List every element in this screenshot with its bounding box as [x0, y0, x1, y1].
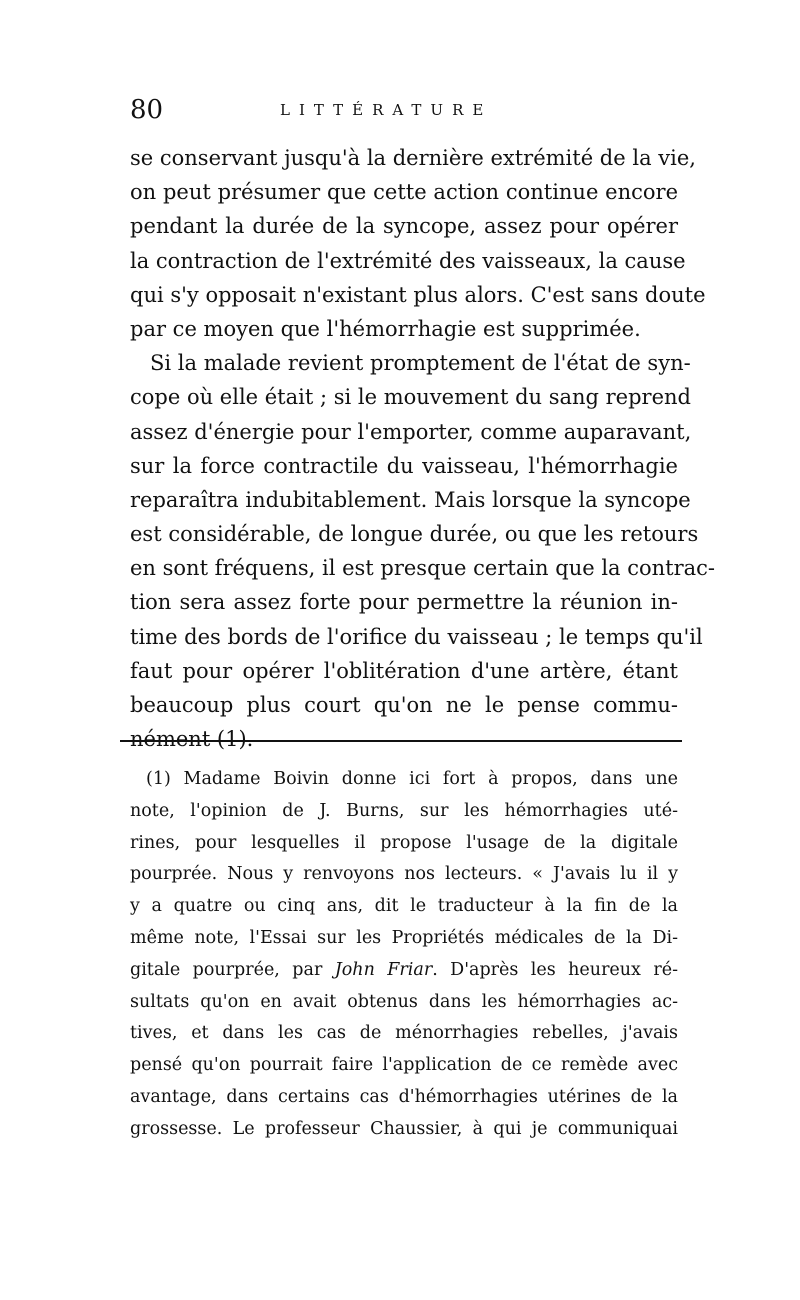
footnote-line: tives, et dans les cas de ménorrhagies rebelles, j'avais — [130, 1023, 678, 1044]
text-line: cope où elle était ; si le mouvement du sang reprend — [130, 385, 691, 410]
text-line: qui s'y opposait n'existant plus alors. C'est sans doute — [130, 282, 706, 307]
text-line: pendant la durée de la syncope, assez pour opérer — [130, 214, 678, 239]
footnote-line: sultats qu'on en avait obtenus dans les hémorrhagies ac- — [130, 991, 678, 1012]
footnote-line: même note, l'Essai sur les Propriétés médicales de la Di- — [130, 927, 678, 948]
footnote-line: (1) Madame Boivin donne ici fort à propos, dans une — [146, 769, 678, 789]
text-line: on peut présumer que cette action continue encore — [130, 180, 678, 205]
text-line: en sont fréquens, il est presque certain que la contrac- — [130, 556, 716, 581]
running-title: LITTÉRATURE — [280, 101, 493, 119]
text-line: nément (1). — [130, 727, 254, 752]
text-line: reparaîtra indubitablement. Mais lorsque la syncope — [130, 487, 691, 512]
footnote-line: note, l'opinion de J. Burns, sur les hémorrhagies uté- — [130, 800, 678, 821]
text-line: Si la malade revient promptement de l'état de syn- — [150, 351, 691, 376]
footnote-line: grossesse. Le professeur Chaussier, à qui je communiquai — [130, 1118, 678, 1139]
text-line: faut pour opérer l'oblitération d'une artère, étant — [130, 658, 678, 683]
text-line: par ce moyen que l'hémorrhagie est supprimée. — [130, 316, 641, 341]
footnote-line — [130, 955, 678, 987]
text-line: la contraction de l'extrémité des vaisseaux, la cause — [130, 248, 686, 273]
footnote-line: pourprée. Nous y renvoyons nos lecteurs. « J'avais lu il y — [130, 864, 678, 885]
running-head — [130, 90, 690, 130]
text-line: tion sera assez forte pour permettre la réunion in- — [130, 590, 678, 615]
author-name: John Friar — [334, 959, 433, 980]
footnote-line: pensé qu'on pourrait faire l'application de ce remède avec — [130, 1055, 678, 1076]
footnote-line: rines, pour lesquelles il propose l'usage de la digitale — [130, 832, 678, 853]
text-line: assez d'énergie pour l'emporter, comme auparavant, — [130, 419, 692, 444]
footnote-line: y a quatre ou cinq ans, dit le traducteur à la fin de la — [130, 896, 678, 917]
text-line: sur la force contractile du vaisseau, l'hémorrhagie — [130, 453, 678, 478]
main-text — [130, 141, 716, 756]
footnote-line-end: . D'après les heureux ré- — [432, 959, 678, 980]
footnote — [130, 764, 678, 1146]
text-line: est considérable, de longue durée, ou que les retours — [130, 522, 699, 547]
text-line: se conservant jusqu'à la dernière extrémité de la vie, — [130, 146, 696, 170]
footnote-line: avantage, dans certains cas d'hémorrhagies utérines de la — [130, 1086, 678, 1107]
footnote-rule — [120, 740, 682, 742]
text-line: time des bords de l'orifice du vaisseau ; le temps qu'il — [130, 624, 703, 649]
page-number: 80 — [130, 95, 164, 125]
text-line: beaucoup plus court qu'on ne le pense commu- — [130, 693, 678, 717]
footnote-line-start: gitale pourprée, par — [130, 959, 335, 980]
